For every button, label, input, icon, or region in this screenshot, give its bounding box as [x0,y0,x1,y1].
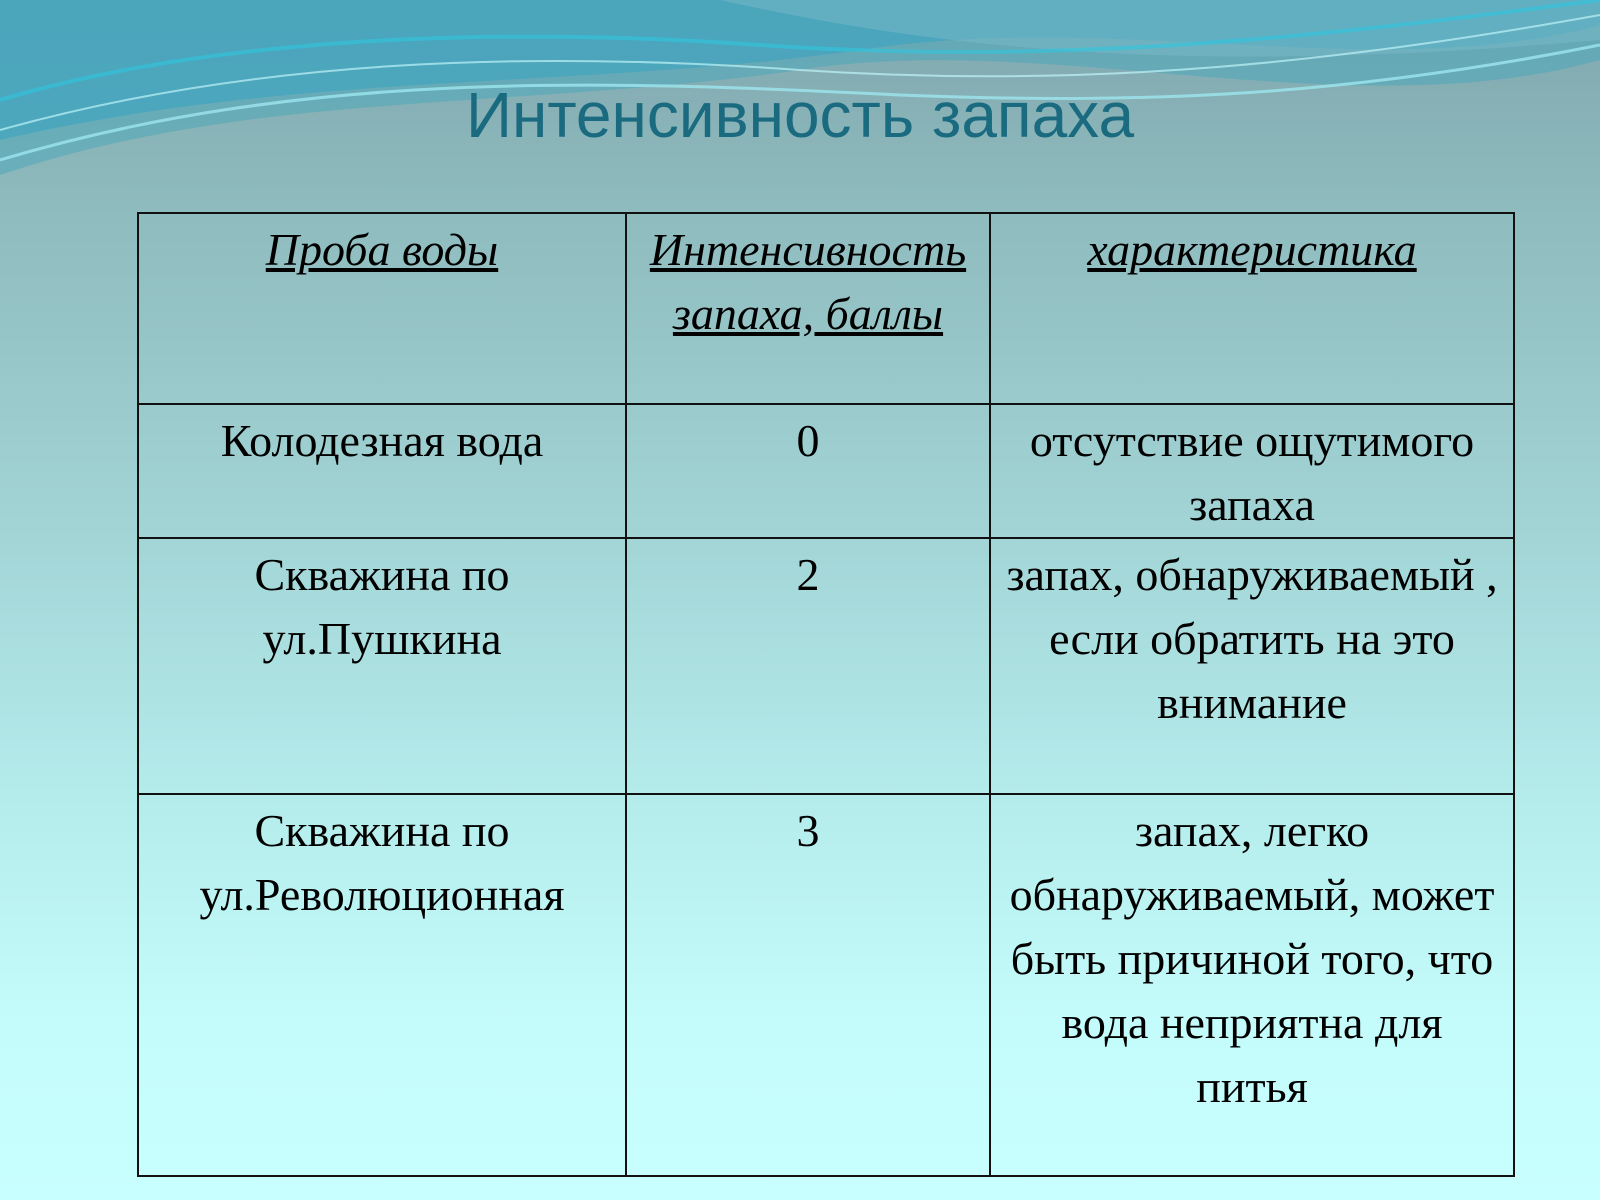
table-header-row [138,213,1514,404]
cell-characteristic: отсутствие ощутимого запаха [990,404,1514,538]
odor-intensity-table [137,212,1515,1177]
cell-sample: Скважина по ул.Пушкина [138,538,626,794]
table-row [138,794,1514,1176]
cell-intensity: 3 [626,794,990,1176]
table-row [138,538,1514,794]
slide-title: Интенсивность запаха [465,79,1135,151]
header-characteristic: характеристика [990,213,1514,404]
cell-characteristic: запах, легко обнаруживаемый, может быть причиной того, что вода неприятна для питья [990,794,1514,1176]
table-row [138,404,1514,538]
header-sample: Проба воды [138,213,626,404]
cell-intensity: 0 [626,404,990,538]
cell-characteristic: запах, обнаруживаемый , если обратить на это внимание [990,538,1514,794]
cell-intensity: 2 [626,538,990,794]
header-intensity: Интенсивность запаха, баллы [626,213,990,404]
cell-sample: Колодезная вода [138,404,626,538]
cell-sample: Скважина по ул.Революционная [138,794,626,1176]
